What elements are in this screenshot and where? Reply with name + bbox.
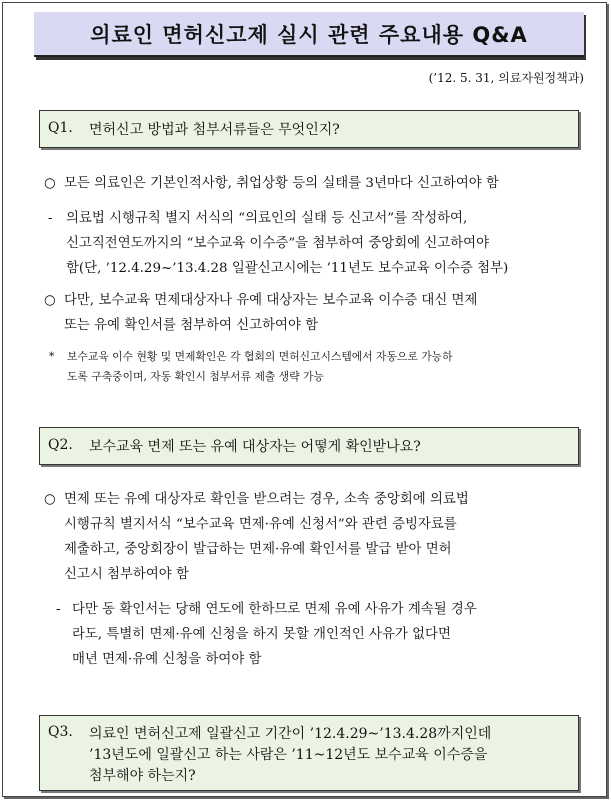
title-banner bbox=[34, 12, 584, 57]
answer-line: - 의료법 시행규칙 별지 서식의 “의료인의 실태 등 신고서”를 작성하여, bbox=[48, 206, 467, 231]
answer-line: 라도, 특별히 면제·유예 신청을 하지 못할 개인적인 사유가 없다면 bbox=[72, 627, 451, 642]
answer-line: - 다만 동 확인서는 당해 연도에 한하므로 면제 유예 사유가 계속될 경우 bbox=[56, 597, 477, 622]
circle-bullet: ○ bbox=[44, 492, 56, 507]
question-box-q1 bbox=[39, 110, 579, 148]
answer-line: 신고직전연도까지의 “보수교육 이수증”을 첨부하여 중앙회에 신고하여야 bbox=[66, 236, 490, 251]
note-line: * 보수교육 이수 현황 및 면제확인은 각 협회의 면허신고시스템에서 자동으로 가능하 bbox=[49, 347, 453, 367]
note-line: 도록 구축중이며, 자동 확인시 첨부서류 제출 생략 가능 bbox=[67, 370, 324, 383]
circle-bullet: ○ bbox=[44, 293, 56, 308]
answer-line: 제출하고, 중앙회장이 발급하는 면제·유예 확인서를 발급 받아 면허 bbox=[64, 542, 452, 557]
asterisk-bullet: * bbox=[49, 350, 55, 363]
document-title: 의료인 면허신고제 실시 관련 주요내용 Q&A bbox=[90, 22, 528, 47]
answer-line: ○ 면제 또는 유예 대상자로 확인을 받으려는 경우, 소속 중앙회에 의료법 bbox=[44, 487, 469, 512]
document-page bbox=[2, 2, 607, 797]
circle-bullet: ○ bbox=[44, 176, 56, 191]
dash-bullet: - bbox=[48, 211, 53, 226]
dash-bullet: - bbox=[56, 602, 61, 617]
answer-line: 또는 유예 확인서를 첨부하여 신고하여야 함 bbox=[64, 318, 319, 333]
date-line: (’12. 5. 31, 의료자원정책과) bbox=[428, 71, 584, 85]
answer-line: ○ 다만, 보수교육 면제대상자나 유예 대상자는 보수교육 이수증 대신 면제 bbox=[44, 288, 477, 313]
answer-line: 시행규칙 별지서식 “보수교육 면제·유예 신청서”와 관련 증빙자료를 bbox=[64, 517, 457, 532]
question-number: Q3. bbox=[48, 724, 73, 740]
question-text: 의료인 면허신고제 일괄신고 기간이 ’12.4.29~’13.4.28까지인데 ’13년도에 일괄신고 하는 사람은 ’11~12년도 보수교육 이수증을 첨부해야 하는지? bbox=[89, 726, 492, 784]
answer-line: ○ 모든 의료인은 기본인적사항, 취업상황 등의 실태를 3년마다 신고하여야 함 bbox=[44, 171, 499, 196]
question-box-q3 bbox=[39, 715, 579, 791]
answer-line: 매년 면제·유예 신청을 하여야 함 bbox=[72, 652, 262, 667]
question-box-q2 bbox=[39, 427, 579, 465]
question-text: 면허신고 방법과 첨부서류들은 무엇인지? bbox=[89, 122, 340, 138]
question-number: Q2. bbox=[48, 437, 73, 453]
question-number: Q1. bbox=[48, 120, 73, 136]
question-text: 보수교육 면제 또는 유예 대상자는 어떻게 확인받나요? bbox=[89, 439, 421, 455]
answer-line: 함(단, ’12.4.29~’13.4.28 일괄신고시에는 ’11년도 보수교육 이수증 첨부) bbox=[66, 261, 509, 276]
answer-line: 신고시 첨부하여야 함 bbox=[64, 567, 189, 582]
